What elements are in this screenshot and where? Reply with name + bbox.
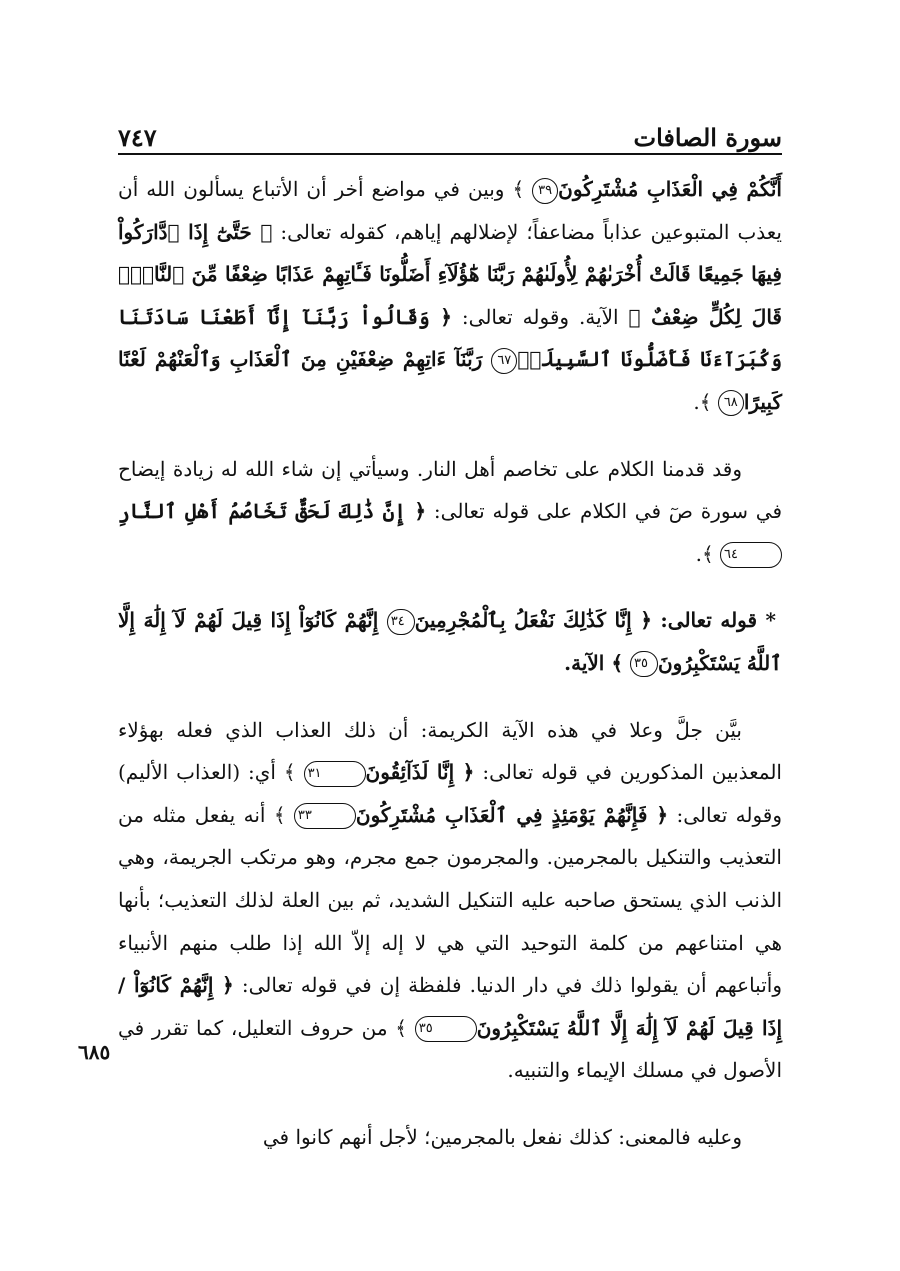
commentary-text: ﴾.: [695, 541, 721, 566]
quran-verse-text: ﴿ إِنَّ ذَٰلِكَ لَحَقٌّ تَخَاصُمُ أَهْلِ ٱلنَّارِ: [118, 499, 427, 524]
paragraph-3: [118, 599, 782, 684]
commentary-text: ﴾ من حروف التعليل، كما تقرر في الأصول في مسلك الإيماء والتنبيه.: [118, 1015, 782, 1083]
quran-verse-text: ﴿ إِنَّا كَذَٰلِكَ نَفْعَلُ بِٱلْمُجْرِمِينَ: [414, 608, 652, 633]
commentary-text: الآية. وقوله تعالى:: [451, 304, 629, 329]
running-head: [118, 108, 782, 152]
verse-number-marker: ٦٨: [718, 390, 744, 416]
paragraph-gap: [118, 424, 782, 448]
commentary-text: ﴾ أي: (العذاب الأليم) وقوله تعالى:: [118, 760, 783, 827]
margin-page-reference: ٦٨٥: [78, 1040, 111, 1064]
page-number: ٧٤٧: [118, 123, 157, 152]
quran-verse-text: ﴿ إِنَّهُمْ كَانُوٓاْ / إِذَا قِيلَ لَهُمْ لَآ إِلَٰهَ إِلَّا ٱللَّهُ يَسْتَكْبِرُونَ: [118, 973, 782, 1040]
verse-number-marker: ٦٧: [491, 348, 517, 374]
commentary-text: ﴾ وبين في مواضع أخر أن الأتباع يسألون الله أن يعذب المتبوعين عذاباً مضاعفاً؛ لإضلالهم إياهم، كقوله تعالى:: [118, 177, 782, 244]
commentary-text: بيَّن جلَّ وعلا في هذه الآية الكريمة: أن ذلك العذاب الذي فعله بهؤلاء المعذبين المذكورين في قوله تعالى:: [118, 717, 782, 785]
paragraph-2: [118, 448, 782, 576]
header-rule: [118, 153, 782, 155]
verse-number-marker: ٣٥: [415, 1016, 477, 1042]
verse-heading-text: * قوله تعالى:: [651, 608, 777, 633]
quran-verse-text: ﴿ إِنَّا لَذَآئِقُونَ: [365, 760, 475, 785]
commentary-text: ﴾ أنه يفعل مثله من التعذيب والتنكيل بالمجرمين. والمجرمون جمع مجرم، وهو مرتكب الجريمة، وهي الذنب الذي يستحق صاحبه عليه التنكيل الشديد، ثم بين العلة لذلك التعذيب؛ بأنها هي امتناعهم من كلمة التوحيد التي هي لا إله إلاّ الله إذا طلب منهم الأنبياء وأتباعهم أن يقولوا ذلك في دار الدنيا. فلفظة إن في قوله تعالى:: [118, 802, 782, 998]
quran-verse-text: ﴿ فَإِنَّهُمْ يَوْمَئِذٍ فِي ٱلْعَذَابِ مُشْتَرِكُونَ: [355, 802, 669, 827]
paragraph-1: [118, 168, 782, 424]
verse-heading-text: ﴾ الآية.: [564, 650, 630, 675]
verse-number-marker: ٣٥: [630, 651, 658, 677]
quran-verse-text: إِنَّهُمْ كَانُوٓاْ إِذَا قِيلَ لَهُمْ لَآ إِلَٰهَ إِلَّا ٱللَّهُ يَسْتَكْبِرُونَ: [118, 608, 782, 675]
commentary-text: ﴾.: [693, 389, 718, 414]
verse-number-marker: ٣٣: [294, 803, 356, 829]
surah-title: سورة الصافات: [633, 123, 782, 152]
quran-verse-text: ﴿ حَتَّىٰٓ إِذَا ٱدَّارَكُواْ فِيهَا جَمِيعًا قَالَتْ أُخْرَىٰهُمْ لِأُولَىٰهُمْ رَبَّنَا هَٰٓؤُلَآءِ أَضَلُّونَا فَـَٔاتِهِمْ عَذَابًا ضِعْفًا مِّنَ ٱلنَّارِۖ قَالَ لِكُلٍّ ضِعْفٌ ﴾: [118, 219, 782, 329]
verse-number-marker: ٦٤: [720, 542, 782, 568]
paragraph-5: [118, 1116, 782, 1159]
verse-number-marker: ٣٩: [532, 178, 558, 204]
commentary-text: وقد قدمنا الكلام على تخاصم أهل النار. وسيأتي إن شاء الله له زيادة إيضاح في سورة صٓ في الكلام على قوله تعالى:: [118, 456, 783, 524]
paragraph-gap: [118, 1092, 782, 1116]
verse-number-marker: ٣٤: [387, 609, 415, 635]
verse-number-marker: ٣١: [304, 761, 366, 787]
paragraph-gap: [118, 575, 782, 599]
commentary-text: وعليه فالمعنى: كذلك نفعل بالمجرمين؛ لأجل أنهم كانوا في: [262, 1124, 742, 1149]
page-body: [118, 168, 782, 1158]
quran-verse-text: رَبَّنَآ ءَاتِهِمْ ضِعْفَيْنِ مِنَ ٱلْعَذَابِ وَٱلْعَنْهُمْ لَعْنًا كَبِيرًا: [118, 347, 782, 414]
paragraph-4: [118, 709, 782, 1092]
paragraph-gap: [118, 685, 782, 709]
quran-verse-text: أَنَّكُمْ فِي الْعَذَابِ مُشْتَرِكُونَ: [558, 177, 782, 201]
quran-verse-text: ﴿ وَقَالُواْ رَبَّنَآ إِنَّآ أَطَعْنَا سَادَتَنَا وَكُبَرَآءَنَا فَأَضَلُّونَا ٱلسَّبِيلَا۠: [118, 304, 782, 372]
